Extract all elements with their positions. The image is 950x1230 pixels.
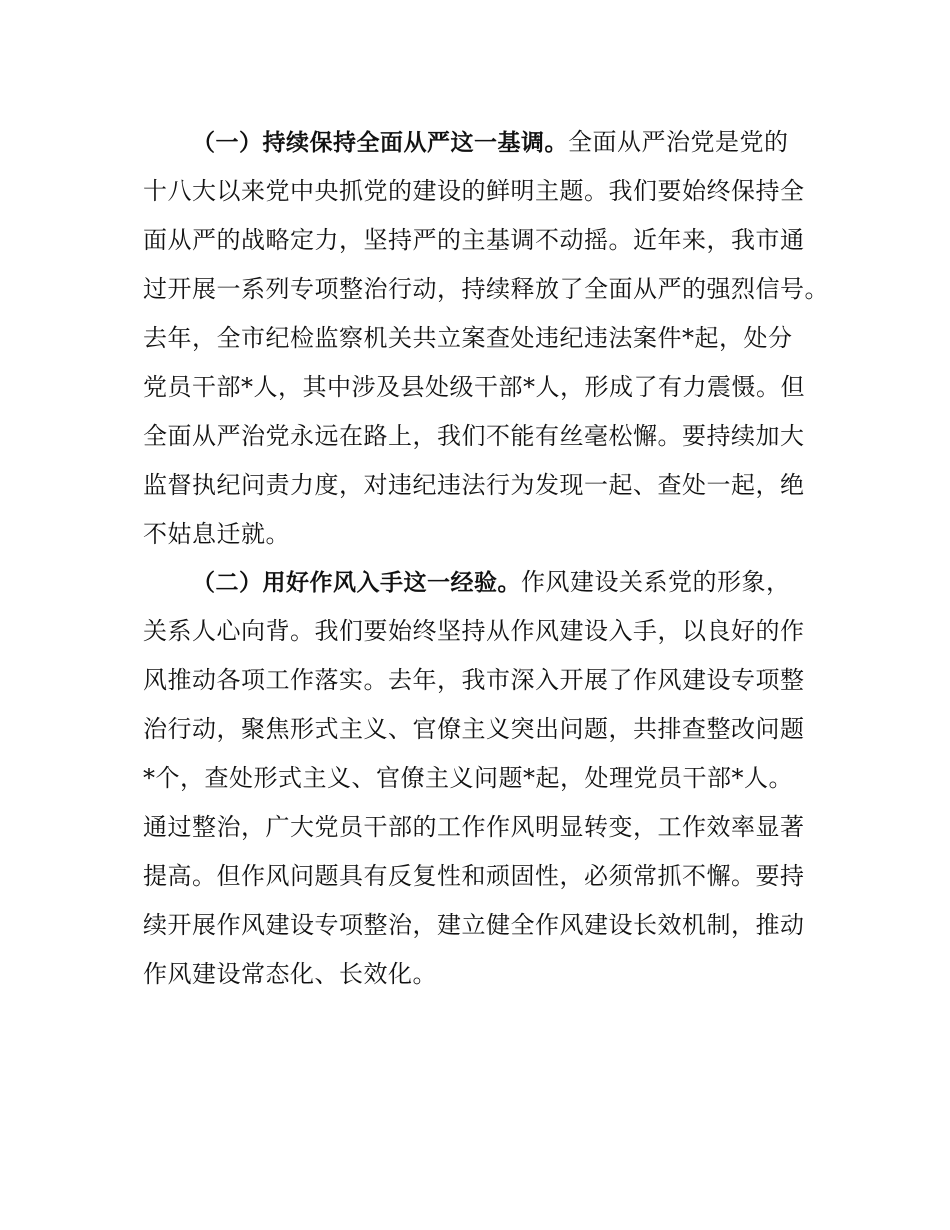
text-line: 续开展作风建设专项整治，建立健全作风建设长效机制，推动 [143,911,805,939]
text-line: 作风建设关系党的形象， [521,568,791,596]
text-line: 不姑息迁就。 [143,520,290,548]
paragraph-1 [143,122,829,563]
text-line: 提高。但作风问题具有反复性和顽固性，必须常抓不懈。要持 [143,862,805,890]
text-line: 党员干部*人，其中涉及县处级干部*人，形成了有力震慑。但 [143,373,805,401]
text-line: 全面从严治党是党的 [568,128,789,156]
text-line: 十八大以来党中央抓党的建设的鲜明主题。我们要始终保持全 [143,177,805,205]
text-line: 全面从严治党永远在路上，我们不能有丝毫松懈。要持续加大 [143,422,805,450]
text-line: 监督执纪问责力度，对违纪违法行为发现一起、查处一起，绝 [143,471,805,499]
text-line: 治行动，聚焦形式主义、官僚主义突出问题，共排查整改问题 [143,715,805,743]
text-line: 关系人心向背。我们要始终坚持从作风建设入手，以良好的作 [143,617,805,645]
text-line: *个，查处形式主义、官僚主义问题*起，处理党员干部*人。 [143,764,793,792]
text-line: 面从严的战略定力，坚持严的主基调不动摇。近年来，我市通 [143,226,805,254]
text-line: 作风建设常态化、长效化。 [143,960,437,988]
paragraph-1-first-line [143,122,829,171]
paragraph-2-first-line [143,562,805,611]
text-line: 去年，全市纪检监察机关共立案查处违纪违法案件*起，处分 [143,324,793,352]
text-line: 通过整治，广大党员干部的工作作风明显转变，工作效率显著 [143,813,805,841]
paragraph-2 [143,562,805,1003]
section-2-heading: （二）用好作风入手这一经验。 [192,570,521,596]
section-1-heading: （一）持续保持全面从严这一基调。 [192,130,568,156]
text-line: 过开展一系列专项整治行动，持续释放了全面从严的强烈信号。 [143,275,829,303]
text-line: 风推动各项工作落实。去年，我市深入开展了作风建设专项整 [143,666,805,694]
